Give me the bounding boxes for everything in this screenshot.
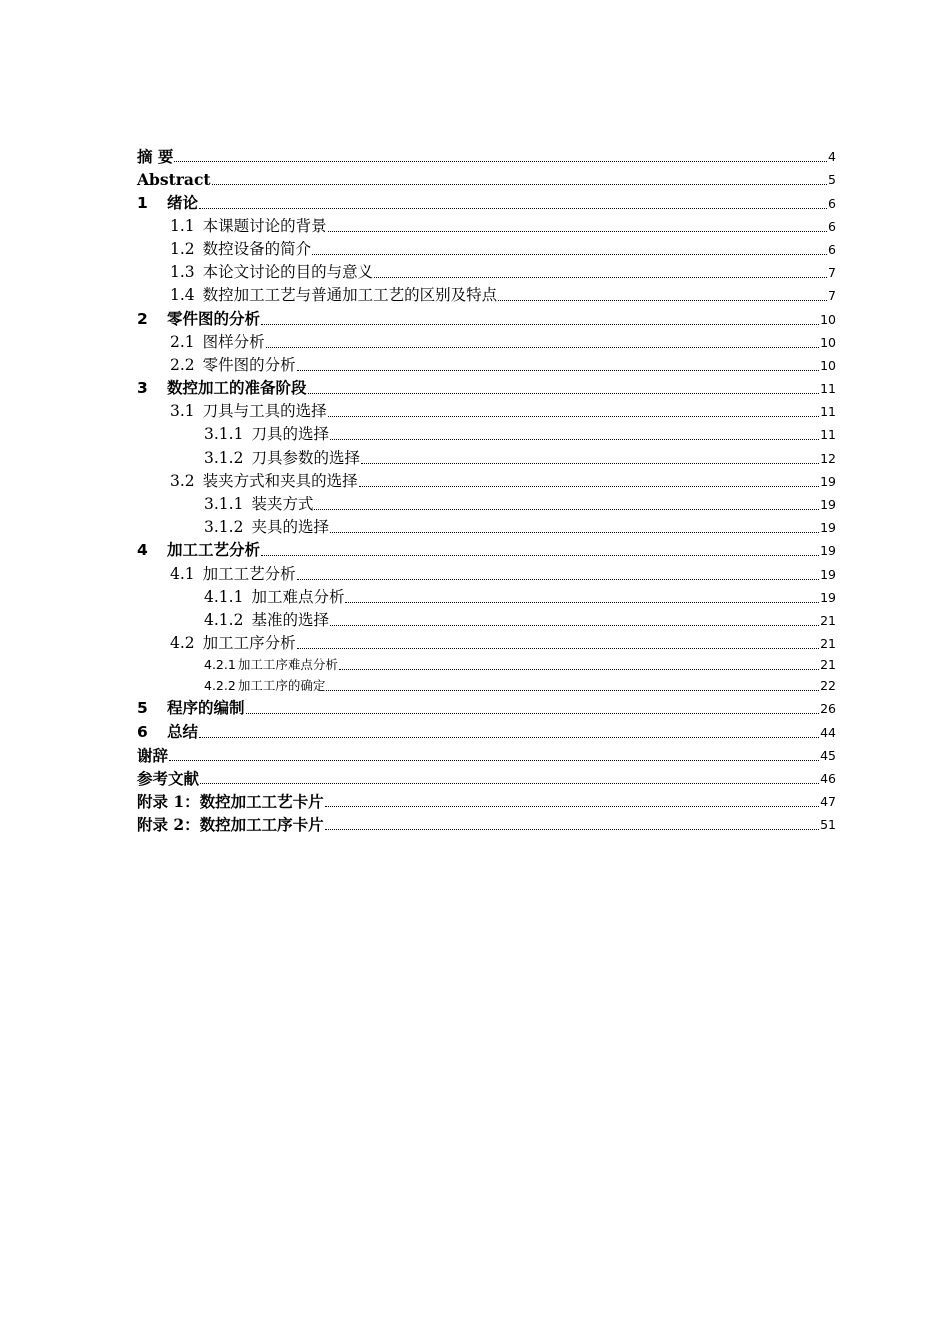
toc-entry-title: 绪论: [167, 193, 199, 212]
toc-entry-title: 加工工序的确定: [237, 678, 326, 694]
toc-entry-page-number: 19: [820, 543, 836, 559]
toc-dot-leader: [199, 208, 827, 209]
toc-entry-number: 4.1.2: [204, 610, 244, 629]
toc-dot-leader: [297, 579, 819, 580]
toc-entry[interactable]: [137, 306, 836, 329]
toc-entry-title: 附录 1：数控加工工艺卡片: [137, 792, 324, 812]
toc-entry[interactable]: [137, 631, 836, 654]
toc-entry-page-number: 19: [820, 589, 836, 605]
toc-entry[interactable]: [137, 283, 836, 306]
toc-entry-number: 4.2: [170, 634, 195, 653]
toc-entry-number: 1.3: [170, 263, 195, 282]
toc-entry[interactable]: [137, 376, 836, 399]
toc-dot-leader: [174, 161, 827, 162]
toc-entry-page-number: 21: [820, 657, 836, 673]
toc-entry[interactable]: [137, 696, 836, 719]
toc-entry-title: 刀具参数的选择: [251, 448, 360, 467]
toc-entry[interactable]: [137, 812, 836, 835]
toc-entry-title: 数控加工工艺与普通加工工艺的区别及特点: [202, 286, 498, 305]
toc-entry[interactable]: [137, 190, 836, 213]
toc-entry-number: 3.1.1: [204, 425, 244, 444]
toc-entry-title: 刀具与工具的选择: [202, 402, 327, 421]
toc-entry-number: 1: [137, 193, 148, 212]
toc-entry-title: 零件图的分析: [167, 309, 261, 328]
toc-entry-number: 1.1: [170, 216, 195, 235]
toc-dot-leader: [169, 760, 819, 761]
toc-entry-number: 4.2.2: [204, 678, 236, 694]
toc-entry-number: 2: [137, 309, 148, 328]
toc-entry-number: 2.1: [170, 332, 195, 351]
toc-entry-page-number: 21: [820, 612, 836, 628]
toc-entry-title: 摘 要: [137, 147, 174, 167]
toc-entry-page-number: 10: [820, 311, 836, 327]
toc-entry[interactable]: [137, 719, 836, 742]
toc-dot-leader: [339, 669, 819, 670]
toc-entry-page-number: 19: [820, 473, 836, 489]
toc-entry-title: 谢辞: [137, 745, 169, 765]
toc-entry-page-number: 11: [820, 381, 836, 397]
toc-entry-title: 程序的编制: [167, 699, 245, 718]
toc-entry-number: 3: [137, 379, 148, 398]
toc-entry-title: 图样分析: [202, 332, 265, 351]
toc-entry-title: 数控设备的简介: [202, 239, 312, 258]
toc-dot-leader: [212, 184, 827, 185]
toc-dot-leader: [345, 602, 819, 603]
toc-entry-page-number: 46: [820, 770, 836, 786]
toc-entry-page-number: 6: [828, 218, 836, 234]
toc-entry[interactable]: [137, 167, 836, 190]
toc-entry-title: 参考文献: [137, 768, 200, 788]
toc-entry[interactable]: [137, 561, 836, 584]
toc-entry-title: 本论文讨论的目的与意义: [202, 263, 374, 282]
toc-entry-page-number: 51: [820, 817, 836, 833]
toc-entry-number: 3.1.1: [204, 495, 244, 513]
toc-entry-number: 4.1: [170, 564, 195, 583]
toc-entry[interactable]: [137, 492, 836, 515]
toc-entry-page-number: 7: [828, 265, 836, 281]
toc-entry-title: 装夹方式和夹具的选择: [202, 471, 358, 490]
toc-dot-leader: [325, 806, 819, 807]
toc-entry-number: 1.4: [170, 286, 195, 305]
toc-entry-page-number: 6: [828, 241, 836, 257]
toc-entry-number: 3.1.2: [204, 518, 244, 537]
toc-entry-page-number: 19: [820, 566, 836, 582]
toc-dot-leader: [328, 231, 827, 232]
toc-dot-leader: [498, 300, 827, 301]
toc-entry-number: 1.2: [170, 239, 195, 258]
toc-entry-number: 4.1.1: [204, 587, 244, 606]
toc-entry-title: 装夹方式: [251, 495, 314, 513]
toc-dot-leader: [330, 439, 819, 440]
toc-entry[interactable]: [137, 399, 836, 422]
toc-entry-page-number: 19: [820, 520, 836, 536]
toc-entry-title: 刀具的选择: [251, 425, 329, 444]
toc-entry-page-number: 7: [828, 288, 836, 304]
toc-entry-number: 3.1.2: [204, 448, 244, 467]
toc-entry-title: 基准的选择: [251, 610, 329, 629]
toc-entry-number: 3.2: [170, 471, 195, 490]
toc-dot-leader: [261, 324, 819, 325]
toc-entry-number: 6: [137, 722, 148, 741]
toc-dot-leader: [261, 555, 819, 556]
toc-entry-page-number: 5: [828, 172, 836, 188]
toc-dot-leader: [359, 486, 819, 487]
toc-entry[interactable]: [137, 330, 836, 353]
toc-entry-page-number: 22: [820, 678, 836, 694]
toc-dot-leader: [330, 625, 819, 626]
table-of-contents: [137, 144, 836, 835]
toc-entry-title: 附录 2：数控加工工序卡片: [137, 815, 324, 835]
toc-entry-number: 2.2: [170, 355, 195, 374]
toc-entry[interactable]: [137, 469, 836, 492]
toc-entry-page-number: 4: [828, 149, 836, 165]
toc-entry[interactable]: [137, 654, 836, 675]
toc-entry[interactable]: [137, 214, 836, 237]
toc-entry-title: 本课题讨论的背景: [202, 216, 327, 235]
toc-entry-page-number: 11: [820, 404, 836, 420]
toc-entry[interactable]: [137, 515, 836, 538]
toc-entry-number: 5: [137, 699, 148, 718]
toc-entry[interactable]: [137, 608, 836, 631]
toc-entry-page-number: 11: [820, 427, 836, 443]
toc-entry-title: 零件图的分析: [202, 355, 296, 374]
toc-entry[interactable]: [137, 585, 836, 608]
toc-entry-page-number: 12: [820, 450, 836, 466]
toc-entry-title: 加工工艺分析: [202, 564, 296, 583]
toc-entry-page-number: 6: [828, 195, 836, 211]
toc-dot-leader: [297, 370, 819, 371]
toc-dot-leader: [199, 737, 819, 738]
toc-dot-leader: [297, 648, 819, 649]
toc-entry[interactable]: [137, 743, 836, 766]
toc-entry-page-number: 44: [820, 724, 836, 740]
toc-entry[interactable]: [137, 237, 836, 260]
toc-entry-title: 加工工艺分析: [167, 541, 261, 560]
toc-dot-leader: [326, 690, 819, 691]
toc-entry[interactable]: [137, 675, 836, 696]
toc-entry-title: 加工难点分析: [251, 587, 345, 606]
toc-entry-title: 数控加工的准备阶段: [167, 379, 307, 398]
toc-dot-leader: [330, 532, 819, 533]
toc-entry-title: 加工工序分析: [202, 634, 296, 653]
toc-dot-leader: [374, 277, 827, 278]
toc-entry[interactable]: [137, 353, 836, 376]
toc-entry-number: 3.1: [170, 402, 195, 421]
toc-entry[interactable]: [137, 144, 836, 167]
toc-dot-leader: [308, 393, 820, 394]
toc-entry[interactable]: [137, 789, 836, 812]
toc-entry-title: 总结: [167, 722, 199, 741]
toc-entry-page-number: 26: [820, 701, 836, 717]
toc-dot-leader: [361, 463, 819, 464]
toc-entry[interactable]: [137, 260, 836, 283]
toc-entry-title: 加工工序难点分析: [237, 657, 338, 673]
toc-entry-number: 4.2.1: [204, 657, 236, 673]
toc-dot-leader: [314, 509, 819, 510]
toc-entry-title: Abstract: [137, 170, 211, 190]
toc-entry-page-number: 19: [820, 497, 836, 512]
toc-entry[interactable]: [137, 445, 836, 468]
toc-entry[interactable]: [137, 538, 836, 561]
toc-entry[interactable]: [137, 766, 836, 789]
toc-entry-page-number: 45: [820, 747, 836, 763]
toc-entry[interactable]: [137, 422, 836, 445]
toc-dot-leader: [328, 416, 819, 417]
toc-entry-page-number: 47: [820, 794, 836, 810]
toc-dot-leader: [200, 783, 819, 784]
toc-dot-leader: [325, 829, 819, 830]
toc-entry-page-number: 10: [820, 357, 836, 373]
toc-entry-number: 4: [137, 541, 148, 560]
toc-entry-title: 夹具的选择: [251, 518, 329, 537]
toc-dot-leader: [266, 347, 819, 348]
toc-dot-leader: [246, 713, 820, 714]
toc-dot-leader: [312, 254, 827, 255]
toc-entry-page-number: 21: [820, 636, 836, 652]
toc-entry-page-number: 10: [820, 334, 836, 350]
